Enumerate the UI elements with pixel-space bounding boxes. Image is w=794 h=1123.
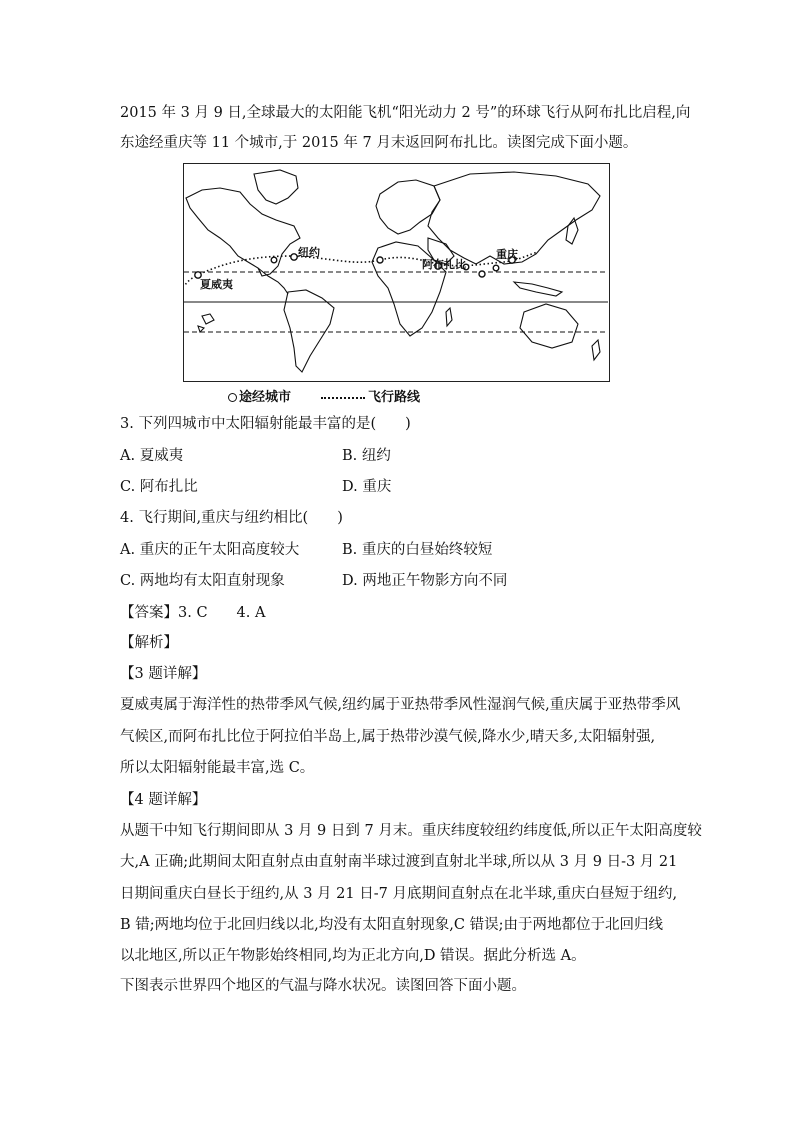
map-label-newyork: 纽约 <box>298 246 320 259</box>
city-marker-route-2 <box>377 257 383 263</box>
map-label-chongqing: 重庆 <box>496 248 518 261</box>
q3-detail-line-1: 夏威夷属于海洋性的热带季风气候,纽约属于亚热带季风性湿润气候,重庆属于亚热带季风 <box>120 697 681 713</box>
indonesia-outline <box>514 282 562 296</box>
q4-detail-line-2: 大,A 正确;此期间太阳直射点由直射南半球过渡到直射北半球,所以从 3 月 9 日-3 月 21 <box>120 854 678 870</box>
japan-outline <box>566 218 578 244</box>
answer-line: 【答案】3. C 4. A <box>120 605 266 621</box>
q3-detail-line-3: 所以太阳辐射能最丰富,选 C。 <box>120 760 315 776</box>
map-label-abudhabi: 阿布扎比 <box>422 258 466 271</box>
intro-line-1: 2015 年 3 月 9 日,全球最大的太阳能飞机“阳光动力 2 号”的环球飞行从阿布扎比启程,向 <box>120 105 691 121</box>
q3-option-c: C. 阿布扎比 <box>120 479 198 495</box>
greenland-outline <box>254 170 298 204</box>
next-figure-intro: 下图表示世界四个地区的气温与降水状况。读图回答下面小题。 <box>120 978 526 994</box>
dotted-route-icon <box>321 397 365 399</box>
map-label-hawaii: 夏威夷 <box>200 278 233 291</box>
world-map-figure <box>183 163 610 382</box>
q4-stem: 4. 飞行期间,重庆与纽约相比( ) <box>120 510 343 526</box>
new-zealand-outline <box>592 340 600 360</box>
q4-option-a: A. 重庆的正午太阳高度较大 <box>120 542 300 558</box>
q4-detail-line-3: 日期间重庆白昼长于纽约,从 3 月 21 日-7 月底期间直射点在北半球,重庆白昼短于纽约, <box>120 886 678 902</box>
q4-option-d: D. 两地正午物影方向不同 <box>342 573 508 589</box>
world-map <box>184 164 608 380</box>
city-marker-route-1 <box>271 257 277 263</box>
q4-detail-heading: 【4 题详解】 <box>120 792 207 808</box>
q3-detail-line-2: 气候区,而阿布扎比位于阿拉伯半岛上,属于热带沙漠气候,降水少,晴天多,太阳辐射强, <box>120 729 656 745</box>
q4-detail-line-5: 以北地区,所以正午物影始终相同,均为正北方向,D 错误。据此分析选 A。 <box>120 948 586 964</box>
q4-detail-line-1: 从题干中知飞行期间即从 3 月 9 日到 7 月末。重庆纬度较纽约纬度低,所以正午太阳高度较 <box>120 823 702 839</box>
q3-stem: 3. 下列四城市中太阳辐射能最丰富的是( ) <box>120 416 411 432</box>
q3-option-b: B. 纽约 <box>342 448 391 464</box>
analysis-heading: 【解析】 <box>120 635 178 651</box>
legend-city-label: 途经城市 <box>239 390 292 405</box>
city-marker-route-4 <box>479 271 485 277</box>
north-america-outline <box>186 188 300 276</box>
q3-option-d: D. 重庆 <box>342 479 392 495</box>
map-legend <box>228 386 420 405</box>
europe-outline <box>376 180 440 234</box>
city-ring-icon <box>228 393 237 402</box>
madagascar-outline <box>446 308 452 326</box>
city-marker-route-5 <box>493 265 499 271</box>
africa-outline <box>372 242 446 336</box>
legend-route-label: 飞行路线 <box>368 390 421 405</box>
q3-option-a: A. 夏威夷 <box>120 448 184 464</box>
city-marker-newyork <box>291 254 297 260</box>
q3-detail-heading: 【3 题详解】 <box>120 666 207 682</box>
australia-outline <box>520 304 578 348</box>
q4-option-b: B. 重庆的白昼始终较短 <box>342 542 493 558</box>
q4-option-c: C. 两地均有太阳直射现象 <box>120 573 285 589</box>
flight-route <box>196 252 538 276</box>
intro-line-2: 东途经重庆等 11 个城市,于 2015 年 7 月末返回阿布扎比。读图完成下面小题。 <box>120 135 638 151</box>
pacific-islands-outline <box>198 314 214 332</box>
q4-detail-line-4: B 错;两地均位于北回归线以北,均没有太阳直射现象,C 错误;由于两地都位于北回归线 <box>120 917 663 933</box>
flight-route-pacific <box>184 276 196 286</box>
